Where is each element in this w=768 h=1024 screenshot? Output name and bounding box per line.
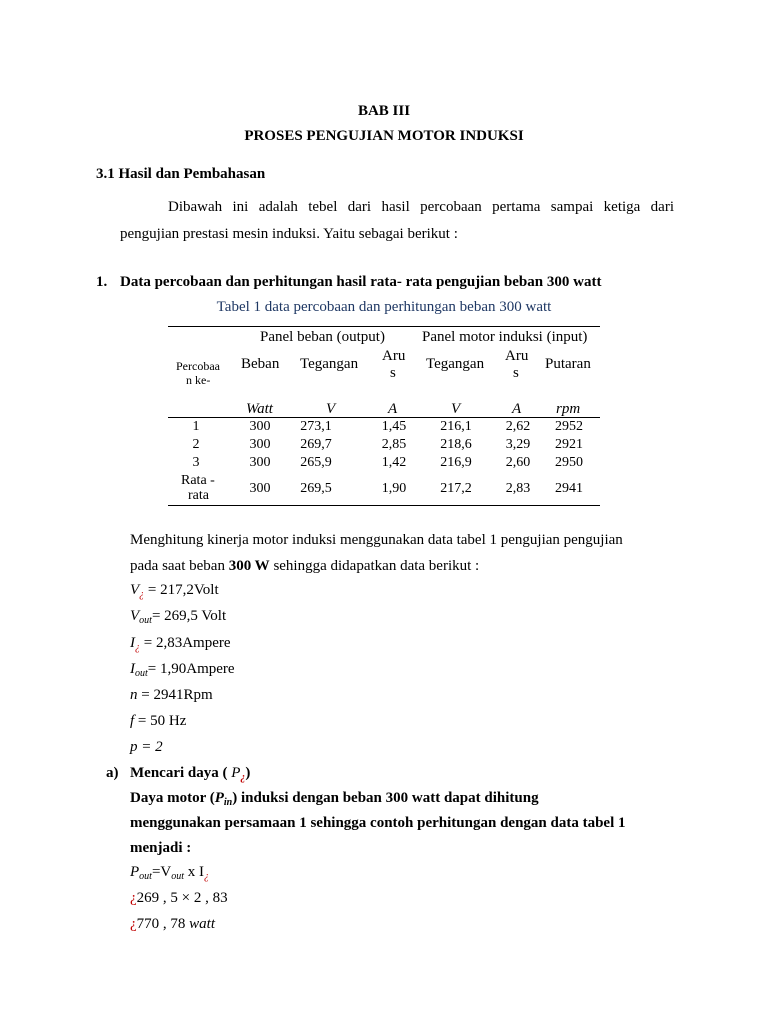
col-arus-input-wrap: s [513, 365, 519, 381]
percobaan-header-2: n ke- [186, 373, 211, 387]
table-cell: 218,6 [440, 437, 472, 452]
table-cell: 2921 [555, 437, 583, 452]
table-header-rule [168, 417, 600, 418]
col-arus-output-wrap: s [390, 365, 396, 381]
unit-watt: Watt [246, 401, 273, 417]
sub-a-desc-2: menggunakan persamaan 1 sehingga contoh perhitungan dengan data tabel 1 [130, 815, 626, 831]
unit-rpm: rpm [556, 401, 581, 417]
intro-line-2: pengujian prestasi mesin induksi. Yaitu sebagai berikut : [120, 226, 458, 242]
unit-v-output: V [326, 401, 336, 417]
col-tegangan-output: Tegangan [300, 356, 359, 372]
var-iout: $I_{out}=$ 1,90Ampere [130, 661, 235, 679]
table-cell: 273,1 [300, 419, 332, 434]
unit-a-output: A [388, 401, 398, 417]
section-heading: 3.1 Hasil dan Pembahasan [96, 166, 266, 182]
unit-v-input: V [451, 401, 461, 417]
avg-cell: 300 [249, 481, 271, 496]
table-cell: 300 [249, 455, 271, 470]
item-number: 1. [96, 274, 108, 290]
table-caption: Tabel 1 data percobaan dan perhitungan beban 300 watt [216, 299, 552, 315]
sub-a-title: Mencari daya ( $P_¿$) [130, 765, 251, 783]
avg-label-2: rata [188, 488, 209, 503]
var-vout: $V_{out}= 269,5$ Volt [130, 608, 227, 626]
avg-cell: 1,90 [381, 481, 407, 496]
table-cell: 2,85 [381, 437, 407, 452]
table-cell: 3,29 [505, 437, 531, 452]
group-input-header: Panel motor induksi (input) [422, 329, 588, 345]
table-cell: 1,45 [381, 419, 407, 434]
group-output-header: Panel beban (output) [260, 329, 385, 345]
chapter-heading: BAB III [357, 103, 411, 119]
table-cell: 269,7 [300, 437, 332, 452]
col-tegangan-input: Tegangan [426, 356, 485, 372]
equation-1: $P_{out}=V_{out}$ x $I_¿$ [130, 864, 210, 882]
var-f: f = 50 Hz [130, 713, 187, 729]
table-top-rule [168, 326, 600, 327]
chapter-title: PROSES PENGUJIAN MOTOR INDUKSI [244, 128, 524, 144]
table-cell: 2952 [555, 419, 583, 434]
table-cell: 2950 [555, 455, 583, 470]
var-iin: $I_¿$ = 2,83Ampere [130, 635, 231, 653]
unit-a-input: A [512, 401, 522, 417]
equation-2: ¿269 , 5 × 2 , 83 [130, 890, 228, 906]
table-cell: 2,60 [505, 455, 531, 470]
table-cell: 265,9 [300, 455, 332, 470]
table-cell: 216,9 [440, 455, 472, 470]
var-n: n = 2941Rpm [130, 687, 213, 703]
var-vin: $V_¿$ = 217,2Volt [130, 582, 219, 600]
table-cell: 1 [192, 419, 200, 434]
table-cell: 300 [249, 419, 271, 434]
avg-label-1: Rata - [181, 473, 215, 488]
avg-cell: 2,83 [505, 481, 531, 496]
percobaan-header-1: Percobaa [176, 359, 220, 373]
table-cell: 2,62 [505, 419, 531, 434]
table-cell: 2 [192, 437, 200, 452]
table-cell: 300 [249, 437, 271, 452]
col-arus-output: Aru [382, 348, 406, 364]
avg-cell: 217,2 [440, 481, 472, 496]
sub-a-desc-3: menjadi : [130, 840, 192, 856]
intro-line-1: Dibawah ini adalah tebel dari hasil percobaan pertama sampai ketiga dari [168, 199, 674, 215]
table-cell: 3 [192, 455, 200, 470]
avg-cell: 269,5 [300, 481, 332, 496]
col-beban: Beban [241, 356, 280, 372]
table-bottom-rule [168, 505, 600, 506]
table-cell: 216,1 [440, 419, 472, 434]
sub-a-label: a) [106, 765, 119, 781]
table-cell: 1,42 [381, 455, 407, 470]
equation-3: ¿770 , 78 watt [130, 916, 216, 932]
col-arus-input: Aru [505, 348, 529, 364]
avg-cell: 2941 [555, 481, 583, 496]
item-title: Data percobaan dan perhitungan hasil rata- rata pengujian beban 300 watt [120, 274, 602, 290]
calc-line-1: Menghitung kinerja motor induksi menggunakan data tabel 1 pengujian pengujian [130, 532, 623, 548]
col-putaran: Putaran [545, 356, 591, 372]
var-p: p = 2 [130, 739, 163, 755]
calc-line-2: pada saat beban 300 W sehingga didapatkan data berikut : [130, 558, 480, 574]
sub-a-desc-1: Daya motor $(P_{in})$ induksi dengan beban 300 watt dapat dihitung [130, 790, 539, 808]
